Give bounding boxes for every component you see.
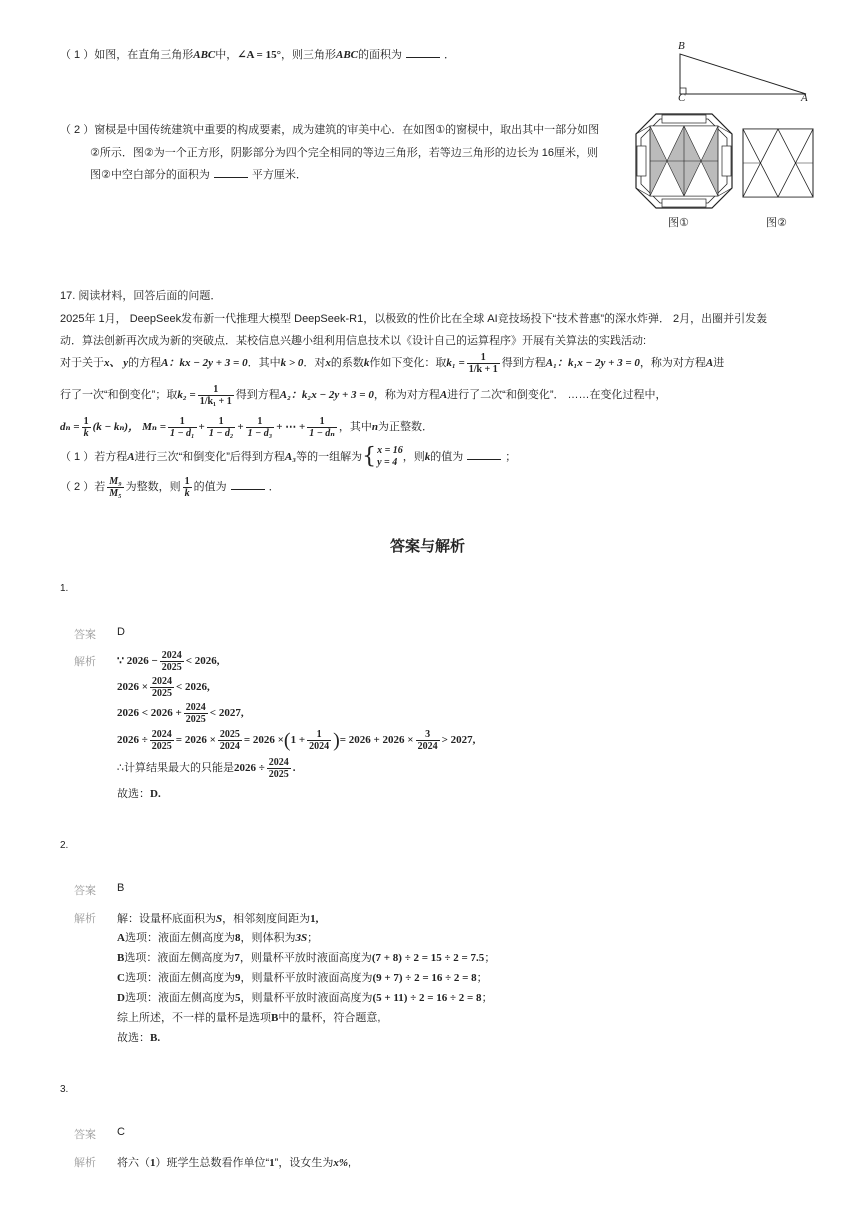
answer-1-label: 答案	[74, 629, 96, 641]
analysis-2-label: 解析	[74, 913, 96, 925]
q17-part1: （ 1 ）若方程A进行三次“和倒变化”后得到方程A₃等的一组解为{ x = 16 y = 4 ，则k的值为 ；	[60, 444, 517, 470]
analysis-2-step2: A选项：液面左侧高度为8，则体积为3S；	[117, 932, 319, 944]
analysis-1-label: 解析	[74, 656, 96, 668]
analysis-3-step1: 将六（1）班学生总数看作单位“1”，设女生为x%,	[117, 1157, 352, 1169]
answers-heading: 答案与解析	[390, 538, 466, 555]
q16-part1: （ 1 ）如图，在直角三角形ABC中，∠A = 15°，则三角形ABC的面积为 ．	[60, 49, 455, 61]
analysis-2-step1: 解：设量杯底面积为S，相邻刻度间距为1,	[117, 913, 319, 925]
answer-2-value: B	[117, 882, 125, 894]
figure-1-caption: 图①	[668, 217, 689, 229]
q17-title: 17. 阅读材料，回答后面的问题．	[60, 290, 222, 302]
answer-1-number: 1.	[60, 583, 69, 594]
analysis-2-conclusion: 故选：B.	[117, 1032, 161, 1044]
vertex-label-a: A	[801, 92, 808, 104]
answer-3-number: 3.	[60, 1084, 69, 1095]
answer-3-value: C	[117, 1126, 125, 1138]
q16-part2-line3: 图②中空白部分的面积为 平方厘米．	[90, 169, 307, 181]
analysis-2-step4: C选项：液面左侧高度为9，则量杯平放时液面高度为(9 + 7) ÷ 2 = 16 ÷ 2 = 8；	[117, 972, 488, 984]
analysis-2-step5: D选项：液面左侧高度为5，则量杯平放时液面高度为(5 + 11) ÷ 2 = 16 ÷ 2 = 8；	[117, 992, 493, 1004]
vertex-label-b: B	[678, 40, 685, 52]
q17-line1: 2025年 1月， DeepSeek发布新一代推理大模型 DeepSeek-R1，以极致的性价比在全球 AI竞技场投下“技术普惠”的深水炸弹． 2月，出圈并引发轰	[60, 313, 768, 325]
answer-blank	[467, 449, 501, 460]
window-lattice-figure-1	[634, 112, 734, 210]
analysis-1-step3: 2026 < 2026 + $\frac{2024}{2025}$ < 2027,	[117, 701, 244, 725]
analysis-2-summary: 综上所述，不一样的量杯是选项B中的量杯，符合题意,	[117, 1012, 381, 1024]
answer-blank	[406, 47, 440, 58]
q17-line2: 动．算法创新再次成为新的突破点．某校信息兴趣小组利用信息技术以《设计自己的运算程序》开展有关算法的实践活动:	[60, 335, 647, 347]
answer-1-value: D	[117, 626, 125, 638]
analysis-1-step4: 2026 ÷ $\frac{2024}{2025}$ = 2026 × $\frac{2025}{2024}$ = 2026 ×(1 + $\frac{1}{2024}$ )= 2026 + 2026 × $\frac{3}{2024}$ > 2027,	[117, 728, 476, 752]
window-lattice-figure-2	[742, 128, 814, 198]
answer-blank	[214, 167, 248, 178]
analysis-1-conclusion: 故选：D.	[117, 788, 161, 800]
analysis-1-step2: 2026 × $\frac{2024}{2025}$ < 2026,	[117, 675, 210, 699]
right-triangle-figure	[672, 40, 817, 106]
q17-part2: （ 2 ）若 $\frac{\text{M₉}}{\text{M₅}}$ 为整数，则 $\frac{1}{k}$ 的值为 ．	[60, 475, 280, 499]
q16-part2-line1: （ 2 ）窗棂是中国传统建筑中重要的构成要素，成为建筑的审美中心．在如图①的窗棂中，取出其中一部分如图	[60, 124, 600, 136]
q17-line4: 行了一次“和倒变化”；取k₂ = $\frac{1}{\text{1/k₁ + 1}}$ 得到方程A₂：k₂x − 2y + 3 = 0，称为对方程A进行了二次“和倒变化”． ……在变化过程中，	[60, 383, 667, 407]
answer-2-label: 答案	[74, 885, 96, 897]
vertex-label-c: C	[678, 92, 686, 104]
analysis-3-label: 解析	[74, 1157, 96, 1169]
answer-3-label: 答案	[74, 1129, 96, 1141]
analysis-1-step1: ∵ 2026 − $\frac{2024}{2025}$ < 2026,	[117, 649, 220, 673]
answer-blank	[231, 479, 265, 490]
analysis-1-step5: ∴计算结果最大的只能是2026 ÷ $\frac{2024}{2025}$ .	[117, 756, 296, 780]
figure-2-caption: 图②	[766, 217, 787, 229]
answer-2-number: 2.	[60, 840, 69, 851]
analysis-2-step3: B选项：液面左侧高度为7，则量杯平放时液面高度为(7 + 8) ÷ 2 = 15 ÷ 2 = 7.5；	[117, 952, 496, 964]
q16-part2-line2: ②所示．图②为一个正方形，阴影部分为四个完全相同的等边三角形，若等边三角形的边长为 16厘米，则	[90, 147, 599, 159]
q17-line3: 对于关于x、 y的方程A：kx − 2y + 3 = 0．其中k > 0．对x的系数k作如下变化：取k₁ = $\frac{1}{1/k + 1}$ 得到方程A₁：k₁x − 2y + 3 = 0，称为对方程A进	[60, 351, 725, 375]
q17-line5: dₙ = $\frac{1}{k}$ (k − kₙ)， Mₙ = $\frac{1}{\text{1 − d₁}}$ + $\frac{1}{\text{1 − d₂}}$ + $\frac{1}{\text{1 − d₃}}$ + ⋯ + $\frac{1}{\text{1 − dₙ}}$ ，其中n为正整数．	[60, 415, 434, 439]
